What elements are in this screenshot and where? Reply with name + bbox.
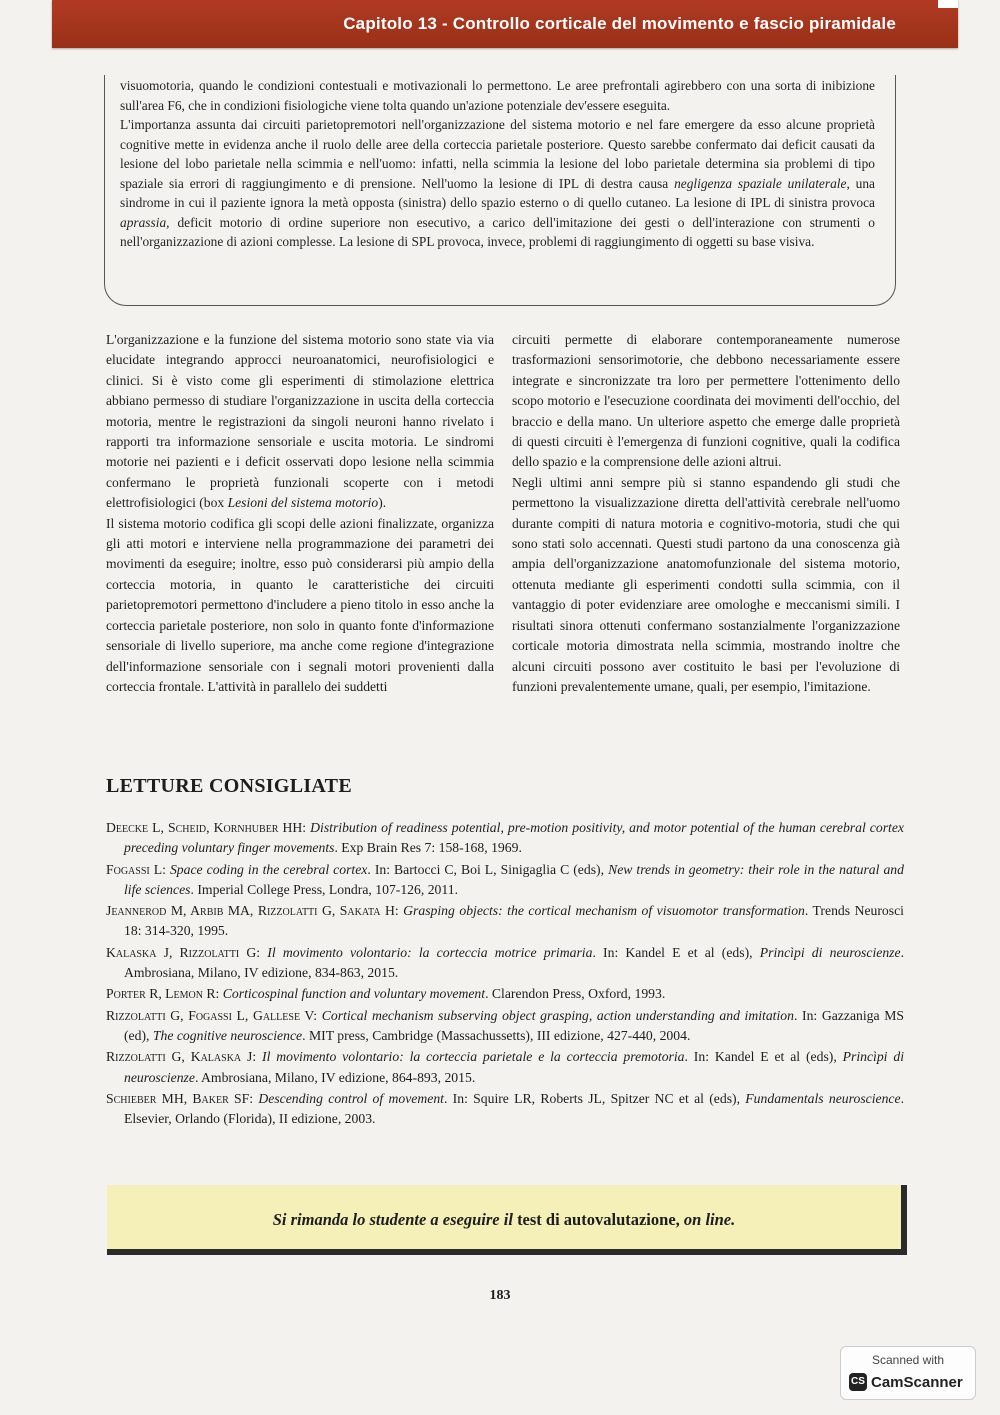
reference-item: [106, 1089, 904, 1130]
ref-book-title: The cognitive neuroscience: [152, 1027, 303, 1043]
left-paragraph-2: Il sistema motorio codifica gli scopi delle azioni finalizzate, organizza gli atti motori e interviene nella programmazione dei parametri dei movimenti da eseguire; inoltre, esso può considerarsi più ampio della corteccia motoria, in quanto le caratteristiche dei circuiti parietopremotori permettono d'includere a pieno titolo in esso anche la corteccia parietale posteriore, non solo in quanto fonte d'informazione sensoriale di livello superiore, ma anche come regione d'integrazione dell'informazione sensoriale con i segnali motori provenienti dalla corteccia frontale. L'attività in parallelo dei suddetti: [106, 515, 494, 694]
ref-book-title: New trends in geometry: their role in the natural and life sciences: [124, 861, 904, 897]
reference-item: [106, 1006, 904, 1047]
reference-item: [106, 943, 904, 984]
ref-source: . Trends Neurosci 18: 314-320, 1995.: [124, 903, 904, 939]
ref-book-title: Fundamentals neuroscience: [745, 1090, 901, 1106]
ref-publisher: . Ambrosiana, Milano, IV edizione, 834-863, 2015.: [124, 944, 905, 981]
ref-title: Il movimento volontario: la corteccia parietale e la corteccia premotoria: [262, 1049, 685, 1065]
reference-item: [106, 818, 904, 859]
boxed-section-text: [120, 76, 875, 252]
box-paragraph-2b: , una sindrome in cui il paziente ignora la metà opposta (sinistra) dello spazio esterno o di quello cutaneo. La lesione di IPL di sinistra provoca: [120, 175, 875, 210]
ref-authors: Porter R, Lemon R:: [106, 986, 223, 1002]
right-paragraph-1: circuiti permette di elaborare contemporaneamente numerose trasformazioni sensorimotorie, che debbono necessariamente essere integrate e sincronizzate tra loro per permettere l'ottenimento dello scopo motorio e l'esecuzione coordinata dei movimenti dell'occhio, del braccio e della mano. Un ulteriore aspetto che emerge dalle proprietà di questi circuiti è l'emergenza di funzioni cognitive, quali la codifica dello spazio e la comprensione delle azioni altrui.: [512, 332, 900, 470]
ref-source: . Clarendon Press, Oxford, 1993.: [485, 986, 666, 1002]
ref-authors: Fogassi L:: [106, 861, 170, 877]
reference-item: [106, 860, 904, 901]
left-p1-text: L'organizzazione e la funzione del sistema motorio sono state via via elucidate integrando approcci neuroanatomici, neurofisiologici e clinici. Si è visto come gli esperimenti di stimolazione elettrica abbiano permesso di studiare l'organizzazione in uscita della corteccia motoria, mentre le registrazioni da singoli neuroni hanno rivelato i rapporti tra informazione sensoriale e uscita motoria. Le sindromi motorie nei pazienti e i deficit osservati dopo lesione nella scimmia confermano le proprietà funzionali scoperte con i metodi elettrofisiologici (box: [106, 332, 494, 511]
ref-source: . In: Gazzaniga MS (ed),: [124, 1007, 904, 1043]
camscanner-watermark: [840, 1346, 976, 1400]
ref-source: . Exp Brain Res 7: 158-168, 1969.: [334, 840, 522, 856]
ref-book-title: Princìpi di neuroscienze: [759, 944, 901, 960]
watermark-brand: CamScanner: [871, 1374, 963, 1391]
page-number: 183: [489, 1288, 511, 1303]
ref-publisher: . Imperial College Press, Londra, 107-126, 2011.: [190, 881, 459, 897]
notice-text: [107, 1210, 901, 1230]
camscanner-logo-icon: CS: [849, 1373, 867, 1391]
ref-title: Space coding in the cerebral cortex: [169, 861, 368, 877]
chapter-title: Capitolo 13 - Controllo corticale del movimento e fascio piramidale: [343, 14, 896, 33]
ref-title: Corticospinal function and voluntary movement: [222, 986, 486, 1002]
left-p1-end: ).: [378, 495, 387, 511]
ref-book-title: Princìpi di neuroscienze: [124, 1049, 904, 1085]
ref-publisher: . Elsevier, Orlando (Florida), II edizione, 2003.: [124, 1090, 905, 1127]
references-list: [106, 818, 904, 1130]
box-paragraph-2a: L'importanza assunta dai circuiti parietopremotori nell'organizzazione del sistema motorio e nel fare emergere da esso alcune proprietà cognitive mette in evidenza anche il ruolo delle aree della corteccia parietale posteriore. Questo sarebbe confermato dai deficit causati da lesione del lobo parietale nella scimmia e nell'uomo: infatti, nella scimmia la lesione del lobo parietale determina sia problemi di tipo spaziale sia errori di raggiungimento e di prensione. Nell'uomo la lesione di IPL di destra causa: [120, 117, 875, 191]
self-assessment-notice: [107, 1185, 907, 1255]
box-paragraph-1: visuomotoria, quando le condizioni contestuali e motivazionali lo permettono. Le aree prefrontali agirebbero con una sorta di inibizione sull'area F6, che in condizioni fisiologiche viene tolta quando un'azione potenziale dev'essere eseguita.: [120, 78, 875, 113]
notice-emphasis-2: on line.: [679, 1210, 736, 1229]
notice-emphasis-1: Si rimanda lo studente a eseguire il: [272, 1210, 513, 1229]
left-column: [106, 330, 494, 697]
ref-publisher: . MIT press, Cambridge (Massachussetts), III edizione, 427-440, 2004.: [302, 1027, 691, 1043]
ref-title: Descending control of movement: [258, 1090, 444, 1106]
right-column: [512, 330, 900, 697]
ref-source: . In: Kandel E et al (eds),: [592, 944, 760, 960]
ref-publisher: . Ambrosiana, Milano, IV edizione, 864-893, 2015.: [194, 1069, 476, 1085]
watermark-caption: Scanned with: [871, 1353, 945, 1367]
ref-authors: Rizzolatti G, Kalaska J:: [106, 1049, 263, 1065]
ref-authors: Rizzolatti G, Fogassi L, Gallese V:: [106, 1007, 322, 1023]
left-paragraph-1: [106, 330, 494, 514]
right-paragraph-2: Negli ultimi anni sempre più si stanno espandendo gli studi che permettono la visualizzazione diretta dell'attività cerebrale nell'uomo durante compiti di natura motoria e cognitivo-motoria, studi che qui sono stati solo accennati. Questi studi partono da una conoscenza già ampia dell'organizzazione anatomofunzionale del sistema motorio, ottenuta mediante gli esperimenti condotti sulla scimmia, con il vantaggio di poter evidenziare aree omologhe e meccanismi simili. I risultati sinora ottenuti confermano sostanzialmente l'organizzazione corticale motoria dimostrata nella scimmia, mostrando inoltre che alcuni circuiti possono aver costituito le basi per l'evoluzione di funzioni prevalentemente umane, quali, per esempio, l'imitazione.: [512, 474, 900, 694]
readings-heading: LETTURE CONSIGLIATE: [106, 775, 352, 797]
ref-authors: Kalaska J, Rizzolatti G:: [106, 944, 268, 960]
reference-item: [106, 901, 904, 942]
ref-source: . In: Squire LR, Roberts JL, Spitzer NC et al (eds),: [443, 1090, 746, 1106]
box-paragraph-2c: , deficit motorio di ordine superiore non esecutivo, a carico dell'imitazione dei gesti o dell'interazione con strumenti o nell'organizzazione di azioni complesse. La lesione di SPL provoca, invece, problemi di raggiungimento di oggetti su base visiva.: [120, 214, 875, 249]
corner-tab: [938, 0, 958, 8]
box-emphasis-apraxia: aprassia: [120, 214, 167, 230]
ref-authors: Schieber MH, Baker SF:: [106, 1090, 259, 1106]
box-emphasis-neglect: negligenza spaziale unilaterale: [674, 175, 847, 191]
ref-authors: Jeannerod M, Arbib MA, Rizzolatti G, Sakata H:: [106, 903, 404, 919]
chapter-header-bar: [52, 0, 958, 48]
left-p1-box-ref: Lesioni del sistema motorio: [227, 495, 379, 511]
ref-title: Cortical mechanism subserving object grasping, action understanding and imitation: [321, 1007, 794, 1023]
ref-authors: Deecke L, Scheid, Kornhuber HH:: [106, 820, 311, 835]
notice-plain: test di autovalutazione,: [512, 1210, 680, 1229]
reference-item: [106, 984, 904, 1004]
ref-source: . In: Bartocci C, Boi L, Sinigaglia C (eds),: [367, 861, 609, 877]
reference-item: [106, 1047, 904, 1088]
ref-title: Distribution of readiness potential, pre-motion positivity, and motor potential of the human cerebral cortex preceding voluntary finger movements: [124, 820, 905, 856]
ref-title: Grasping objects: the cortical mechanism of visuomotor transformation: [403, 903, 805, 919]
ref-title: Il movimento volontario: la corteccia motrice primaria: [267, 944, 593, 960]
ref-source: . In: Kandel E et al (eds),: [684, 1049, 843, 1065]
